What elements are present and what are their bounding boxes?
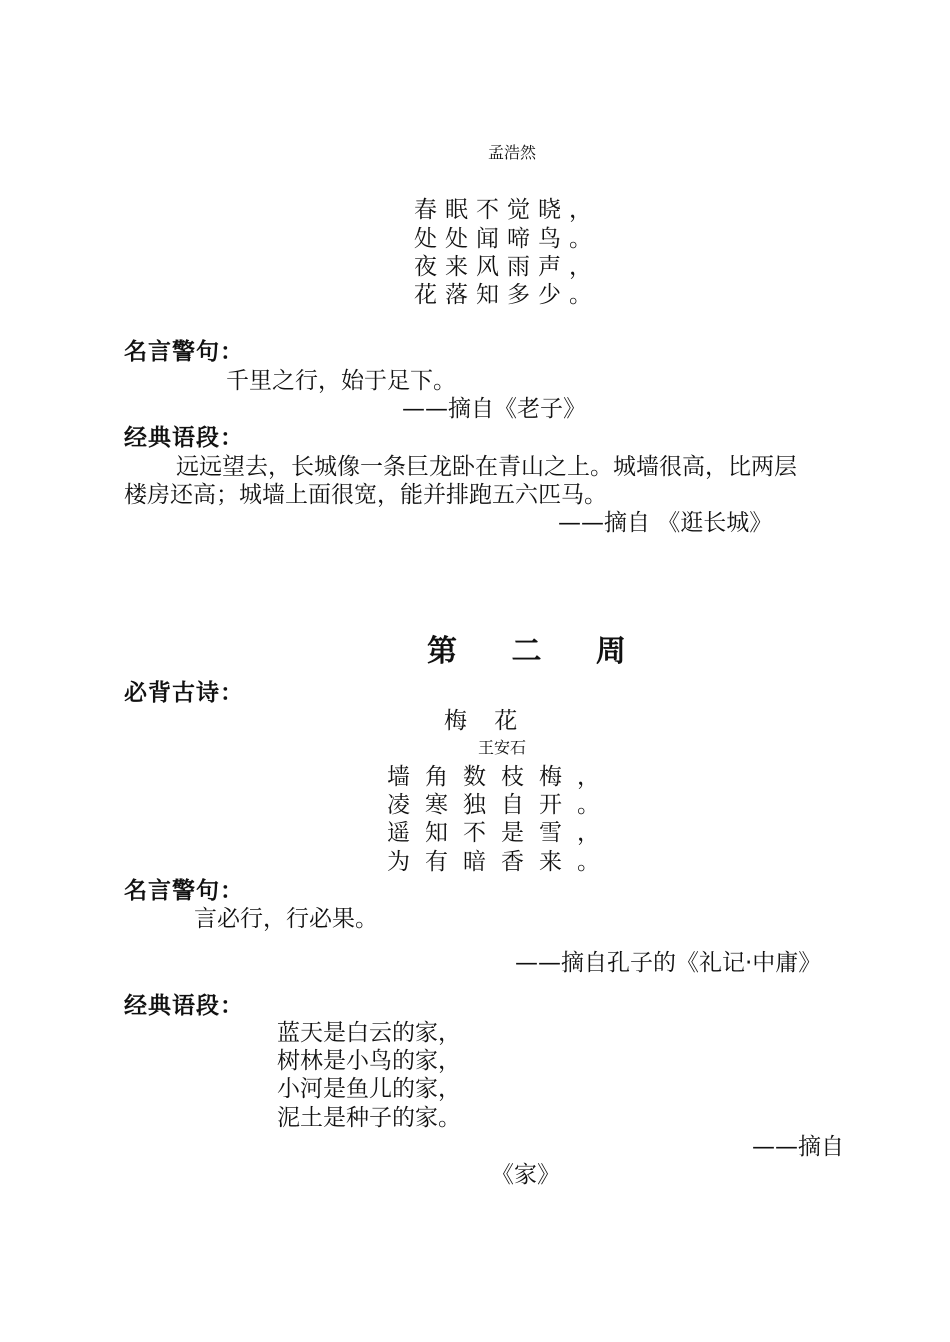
poem-line: 花落知多少。 — [414, 282, 600, 308]
passage-source-title: 《家》 — [491, 1162, 560, 1188]
passage-source: ——摘自 — [752, 1134, 844, 1160]
passage-heading: 经典语段： — [124, 425, 244, 451]
quote-text: 言必行，行必果。 — [194, 906, 378, 932]
poem-line: 夜来风雨声， — [414, 254, 600, 280]
week-title: 第 二 周 — [427, 634, 648, 669]
passage-line: 蓝天是白云的家， — [277, 1020, 461, 1046]
passage-line: 树林是小鸟的家， — [277, 1048, 461, 1074]
passage-source: ——摘自 《逛长城》 — [558, 510, 773, 536]
quote-text: 千里之行，始于足下。 — [226, 368, 456, 394]
quote-source: ——摘自孔子的《礼记·中庸》 — [515, 950, 822, 976]
poem-author: 王安石 — [478, 738, 527, 757]
poem-line: 凌寒独自开。 — [387, 792, 615, 818]
passage-line: 泥土是种子的家。 — [277, 1105, 461, 1131]
quote-source: ——摘自《老子》 — [402, 396, 586, 422]
poem-line: 为有暗香来。 — [387, 849, 615, 875]
poem-line: 墙角数枝梅， — [387, 764, 615, 790]
poem-author: 孟浩然 — [488, 143, 537, 162]
passage-line: 楼房还高；城墙上面很宽，能并排跑五六匹马。 — [124, 482, 607, 508]
poem-title: 梅 花 — [444, 708, 528, 734]
quote-heading: 名言警句： — [124, 339, 244, 365]
poem-heading: 必背古诗： — [124, 680, 244, 706]
poem-line: 遥知不是雪， — [387, 820, 615, 846]
passage-heading: 经典语段： — [124, 993, 244, 1019]
quote-heading: 名言警句： — [124, 878, 244, 904]
passage-line: 远远望去，长城像一条巨龙卧在青山之上。城墙很高，比两层 — [176, 454, 797, 480]
passage-line: 小河是鱼儿的家， — [277, 1076, 461, 1102]
poem-line: 春眠不觉晓， — [414, 197, 600, 223]
poem-line: 处处闻啼鸟。 — [414, 226, 600, 252]
